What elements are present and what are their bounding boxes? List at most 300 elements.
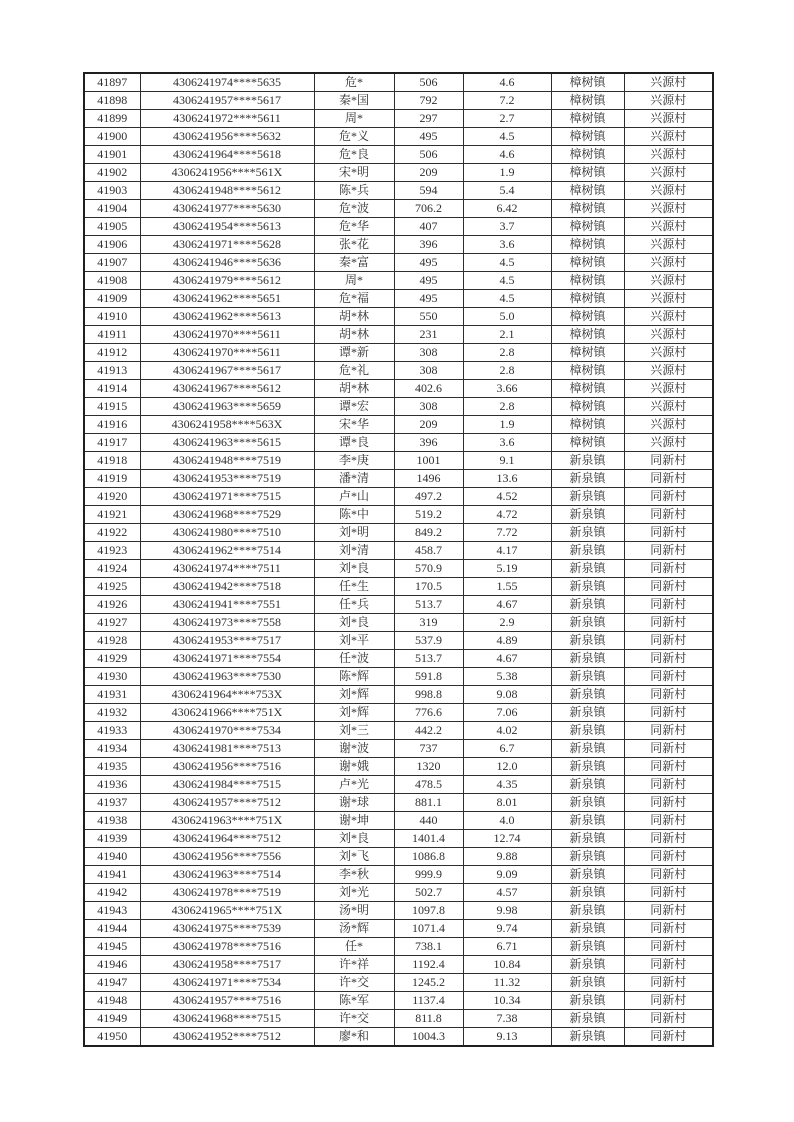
cell-id-number: 4306241963****751X <box>140 812 314 830</box>
cell-name: 张*花 <box>314 236 394 254</box>
cell-name: 胡*林 <box>314 326 394 344</box>
cell-id-number: 4306241941****7551 <box>140 596 314 614</box>
cell-village: 兴源村 <box>624 92 713 110</box>
cell-seq: 41917 <box>84 434 140 452</box>
cell-town: 樟树镇 <box>551 434 624 452</box>
cell-id-number: 4306241970****5611 <box>140 344 314 362</box>
cell-town: 新泉镇 <box>551 614 624 632</box>
cell-seq: 41914 <box>84 380 140 398</box>
cell-area: 9.09 <box>463 866 551 884</box>
cell-name: 许*交 <box>314 1010 394 1028</box>
cell-village: 同新村 <box>624 920 713 938</box>
cell-id-number: 4306241956****5632 <box>140 128 314 146</box>
cell-village: 同新村 <box>624 812 713 830</box>
cell-village: 同新村 <box>624 956 713 974</box>
cell-area: 2.8 <box>463 362 551 380</box>
table-row <box>84 290 713 308</box>
cell-id-number: 4306241977****5630 <box>140 200 314 218</box>
cell-area: 4.67 <box>463 650 551 668</box>
cell-id-number: 4306241957****7512 <box>140 794 314 812</box>
cell-area: 9.1 <box>463 452 551 470</box>
cell-village: 兴源村 <box>624 326 713 344</box>
cell-name: 刘*良 <box>314 614 394 632</box>
cell-area: 12.74 <box>463 830 551 848</box>
cell-amount: 231 <box>394 326 463 344</box>
cell-seq: 41944 <box>84 920 140 938</box>
table-row <box>84 470 713 488</box>
cell-village: 兴源村 <box>624 73 713 92</box>
cell-name: 陈*兵 <box>314 182 394 200</box>
cell-amount: 513.7 <box>394 650 463 668</box>
cell-town: 新泉镇 <box>551 488 624 506</box>
cell-amount: 1245.2 <box>394 974 463 992</box>
cell-seq: 41903 <box>84 182 140 200</box>
cell-name: 许*祥 <box>314 956 394 974</box>
cell-area: 9.08 <box>463 686 551 704</box>
cell-village: 兴源村 <box>624 218 713 236</box>
cell-seq: 41926 <box>84 596 140 614</box>
cell-amount: 506 <box>394 73 463 92</box>
cell-town: 新泉镇 <box>551 758 624 776</box>
cell-village: 同新村 <box>624 776 713 794</box>
cell-area: 4.6 <box>463 146 551 164</box>
cell-name: 危*波 <box>314 200 394 218</box>
cell-town: 新泉镇 <box>551 704 624 722</box>
cell-id-number: 4306241956****561X <box>140 164 314 182</box>
cell-amount: 497.2 <box>394 488 463 506</box>
cell-id-number: 4306241956****7556 <box>140 848 314 866</box>
cell-area: 4.17 <box>463 542 551 560</box>
cell-amount: 1192.4 <box>394 956 463 974</box>
cell-village: 兴源村 <box>624 110 713 128</box>
cell-id-number: 4306241981****7513 <box>140 740 314 758</box>
cell-seq: 41939 <box>84 830 140 848</box>
cell-town: 樟树镇 <box>551 398 624 416</box>
cell-id-number: 4306241971****7554 <box>140 650 314 668</box>
cell-amount: 706.2 <box>394 200 463 218</box>
cell-area: 3.6 <box>463 434 551 452</box>
cell-name: 危*福 <box>314 290 394 308</box>
cell-id-number: 4306241963****5659 <box>140 398 314 416</box>
cell-seq: 41921 <box>84 506 140 524</box>
table-row <box>84 398 713 416</box>
table-row <box>84 992 713 1010</box>
table-row <box>84 686 713 704</box>
cell-name: 刘*良 <box>314 830 394 848</box>
cell-seq: 41901 <box>84 146 140 164</box>
cell-name: 谭*新 <box>314 344 394 362</box>
table-row <box>84 434 713 452</box>
cell-seq: 41923 <box>84 542 140 560</box>
cell-name: 周* <box>314 272 394 290</box>
cell-area: 8.01 <box>463 794 551 812</box>
cell-id-number: 4306241948****5612 <box>140 182 314 200</box>
cell-seq: 41919 <box>84 470 140 488</box>
cell-id-number: 4306241963****7530 <box>140 668 314 686</box>
cell-id-number: 4306241965****751X <box>140 902 314 920</box>
cell-amount: 570.9 <box>394 560 463 578</box>
cell-town: 新泉镇 <box>551 956 624 974</box>
cell-town: 新泉镇 <box>551 1028 624 1047</box>
cell-id-number: 4306241972****5611 <box>140 110 314 128</box>
table-row <box>84 146 713 164</box>
cell-village: 兴源村 <box>624 182 713 200</box>
cell-amount: 402.6 <box>394 380 463 398</box>
cell-id-number: 4306241967****5612 <box>140 380 314 398</box>
cell-name: 危* <box>314 73 394 92</box>
cell-amount: 811.8 <box>394 1010 463 1028</box>
cell-id-number: 4306241964****753X <box>140 686 314 704</box>
cell-area: 9.13 <box>463 1028 551 1047</box>
cell-id-number: 4306241952****7512 <box>140 1028 314 1047</box>
table-row <box>84 902 713 920</box>
table-row <box>84 632 713 650</box>
cell-area: 4.5 <box>463 290 551 308</box>
cell-town: 新泉镇 <box>551 668 624 686</box>
cell-name: 陈*军 <box>314 992 394 1010</box>
cell-seq: 41911 <box>84 326 140 344</box>
cell-amount: 737 <box>394 740 463 758</box>
cell-id-number: 4306241942****7518 <box>140 578 314 596</box>
cell-village: 同新村 <box>624 506 713 524</box>
cell-village: 兴源村 <box>624 200 713 218</box>
cell-seq: 41945 <box>84 938 140 956</box>
cell-amount: 1137.4 <box>394 992 463 1010</box>
cell-amount: 1001 <box>394 452 463 470</box>
cell-seq: 41927 <box>84 614 140 632</box>
cell-seq: 41940 <box>84 848 140 866</box>
cell-town: 新泉镇 <box>551 830 624 848</box>
cell-amount: 502.7 <box>394 884 463 902</box>
table-row <box>84 128 713 146</box>
cell-town: 樟树镇 <box>551 146 624 164</box>
cell-town: 新泉镇 <box>551 974 624 992</box>
table-row <box>84 308 713 326</box>
cell-amount: 999.9 <box>394 866 463 884</box>
cell-town: 新泉镇 <box>551 848 624 866</box>
cell-area: 3.6 <box>463 236 551 254</box>
cell-area: 1.9 <box>463 164 551 182</box>
cell-seq: 41909 <box>84 290 140 308</box>
cell-name: 任* <box>314 938 394 956</box>
cell-amount: 170.5 <box>394 578 463 596</box>
records-table <box>83 72 714 1047</box>
cell-village: 同新村 <box>624 632 713 650</box>
cell-name: 陈*中 <box>314 506 394 524</box>
cell-area: 7.38 <box>463 1010 551 1028</box>
cell-town: 樟树镇 <box>551 416 624 434</box>
cell-seq: 41931 <box>84 686 140 704</box>
cell-amount: 591.8 <box>394 668 463 686</box>
cell-name: 刘*清 <box>314 542 394 560</box>
cell-id-number: 4306241958****7517 <box>140 956 314 974</box>
table-row <box>84 848 713 866</box>
cell-village: 同新村 <box>624 830 713 848</box>
cell-name: 卢*山 <box>314 488 394 506</box>
cell-village: 兴源村 <box>624 290 713 308</box>
table-row <box>84 1028 713 1047</box>
cell-amount: 495 <box>394 128 463 146</box>
cell-village: 兴源村 <box>624 380 713 398</box>
cell-name: 廖*和 <box>314 1028 394 1047</box>
cell-id-number: 4306241962****5651 <box>140 290 314 308</box>
cell-name: 危*礼 <box>314 362 394 380</box>
table-row <box>84 776 713 794</box>
cell-name: 谭*宏 <box>314 398 394 416</box>
table-row <box>84 938 713 956</box>
cell-id-number: 4306241980****7510 <box>140 524 314 542</box>
cell-area: 6.71 <box>463 938 551 956</box>
cell-town: 新泉镇 <box>551 596 624 614</box>
cell-seq: 41942 <box>84 884 140 902</box>
cell-area: 10.84 <box>463 956 551 974</box>
cell-amount: 478.5 <box>394 776 463 794</box>
cell-name: 危*华 <box>314 218 394 236</box>
cell-name: 刘*平 <box>314 632 394 650</box>
cell-amount: 319 <box>394 614 463 632</box>
table-row <box>84 182 713 200</box>
cell-town: 樟树镇 <box>551 290 624 308</box>
cell-area: 9.98 <box>463 902 551 920</box>
cell-amount: 519.2 <box>394 506 463 524</box>
cell-area: 2.1 <box>463 326 551 344</box>
cell-town: 樟树镇 <box>551 182 624 200</box>
table-row <box>84 830 713 848</box>
cell-town: 新泉镇 <box>551 686 624 704</box>
cell-village: 兴源村 <box>624 434 713 452</box>
table-row <box>84 452 713 470</box>
cell-village: 同新村 <box>624 848 713 866</box>
cell-name: 谢*波 <box>314 740 394 758</box>
cell-area: 6.42 <box>463 200 551 218</box>
cell-amount: 297 <box>394 110 463 128</box>
cell-name: 任*波 <box>314 650 394 668</box>
table-row <box>84 920 713 938</box>
cell-amount: 550 <box>394 308 463 326</box>
cell-amount: 849.2 <box>394 524 463 542</box>
cell-id-number: 4306241979****5612 <box>140 272 314 290</box>
cell-id-number: 4306241984****7515 <box>140 776 314 794</box>
cell-seq: 41948 <box>84 992 140 1010</box>
table-row <box>84 668 713 686</box>
cell-town: 樟树镇 <box>551 362 624 380</box>
records-table-body <box>84 73 713 1046</box>
cell-area: 5.19 <box>463 560 551 578</box>
cell-name: 卢*光 <box>314 776 394 794</box>
cell-name: 潘*清 <box>314 470 394 488</box>
cell-seq: 41928 <box>84 632 140 650</box>
cell-name: 李*庚 <box>314 452 394 470</box>
cell-area: 4.35 <box>463 776 551 794</box>
cell-name: 任*生 <box>314 578 394 596</box>
cell-amount: 495 <box>394 290 463 308</box>
cell-village: 兴源村 <box>624 164 713 182</box>
cell-seq: 41930 <box>84 668 140 686</box>
cell-village: 兴源村 <box>624 416 713 434</box>
table-row <box>84 542 713 560</box>
cell-id-number: 4306241958****563X <box>140 416 314 434</box>
cell-seq: 41906 <box>84 236 140 254</box>
cell-amount: 1004.3 <box>394 1028 463 1047</box>
cell-town: 樟树镇 <box>551 110 624 128</box>
table-row <box>84 164 713 182</box>
cell-id-number: 4306241978****7519 <box>140 884 314 902</box>
cell-area: 2.9 <box>463 614 551 632</box>
cell-seq: 41935 <box>84 758 140 776</box>
cell-id-number: 4306241978****7516 <box>140 938 314 956</box>
cell-village: 兴源村 <box>624 128 713 146</box>
cell-id-number: 4306241946****5636 <box>140 254 314 272</box>
cell-amount: 396 <box>394 434 463 452</box>
table-row <box>84 596 713 614</box>
cell-village: 同新村 <box>624 488 713 506</box>
cell-amount: 396 <box>394 236 463 254</box>
cell-id-number: 4306241973****7558 <box>140 614 314 632</box>
table-row <box>84 73 713 92</box>
cell-town: 新泉镇 <box>551 506 624 524</box>
cell-name: 周* <box>314 110 394 128</box>
cell-amount: 881.1 <box>394 794 463 812</box>
cell-village: 同新村 <box>624 902 713 920</box>
cell-amount: 407 <box>394 218 463 236</box>
cell-seq: 41899 <box>84 110 140 128</box>
cell-amount: 1071.4 <box>394 920 463 938</box>
cell-seq: 41912 <box>84 344 140 362</box>
cell-town: 新泉镇 <box>551 884 624 902</box>
cell-seq: 41910 <box>84 308 140 326</box>
cell-amount: 495 <box>394 272 463 290</box>
cell-area: 6.7 <box>463 740 551 758</box>
table-row <box>84 884 713 902</box>
cell-amount: 1496 <box>394 470 463 488</box>
cell-village: 同新村 <box>624 974 713 992</box>
cell-town: 新泉镇 <box>551 470 624 488</box>
cell-amount: 308 <box>394 344 463 362</box>
cell-amount: 308 <box>394 398 463 416</box>
cell-seq: 41902 <box>84 164 140 182</box>
cell-seq: 41900 <box>84 128 140 146</box>
table-row <box>84 524 713 542</box>
cell-village: 同新村 <box>624 884 713 902</box>
cell-area: 4.5 <box>463 272 551 290</box>
cell-amount: 1086.8 <box>394 848 463 866</box>
cell-village: 同新村 <box>624 794 713 812</box>
table-row <box>84 758 713 776</box>
table-row <box>84 956 713 974</box>
cell-seq: 41907 <box>84 254 140 272</box>
cell-village: 同新村 <box>624 686 713 704</box>
table-row <box>84 272 713 290</box>
cell-seq: 41915 <box>84 398 140 416</box>
cell-name: 胡*林 <box>314 308 394 326</box>
cell-amount: 308 <box>394 362 463 380</box>
cell-name: 宋*华 <box>314 416 394 434</box>
cell-amount: 440 <box>394 812 463 830</box>
table-row <box>84 722 713 740</box>
cell-seq: 41933 <box>84 722 140 740</box>
cell-area: 1.55 <box>463 578 551 596</box>
cell-town: 新泉镇 <box>551 452 624 470</box>
table-row <box>84 236 713 254</box>
cell-id-number: 4306241970****7534 <box>140 722 314 740</box>
cell-name: 谢*球 <box>314 794 394 812</box>
cell-seq: 41922 <box>84 524 140 542</box>
cell-town: 新泉镇 <box>551 722 624 740</box>
cell-area: 7.72 <box>463 524 551 542</box>
cell-name: 陈*辉 <box>314 668 394 686</box>
cell-name: 宋*明 <box>314 164 394 182</box>
cell-id-number: 4306241964****5618 <box>140 146 314 164</box>
cell-id-number: 4306241948****7519 <box>140 452 314 470</box>
cell-amount: 1320 <box>394 758 463 776</box>
cell-amount: 513.7 <box>394 596 463 614</box>
cell-seq: 41898 <box>84 92 140 110</box>
cell-name: 刘*光 <box>314 884 394 902</box>
cell-village: 兴源村 <box>624 254 713 272</box>
cell-id-number: 4306241966****751X <box>140 704 314 722</box>
cell-town: 新泉镇 <box>551 992 624 1010</box>
cell-village: 兴源村 <box>624 146 713 164</box>
table-row <box>84 704 713 722</box>
table-row <box>84 650 713 668</box>
cell-seq: 41905 <box>84 218 140 236</box>
cell-amount: 776.6 <box>394 704 463 722</box>
cell-name: 许*交 <box>314 974 394 992</box>
table-row <box>84 866 713 884</box>
cell-town: 樟树镇 <box>551 218 624 236</box>
cell-id-number: 4306241971****7515 <box>140 488 314 506</box>
cell-name: 谭*良 <box>314 434 394 452</box>
cell-id-number: 4306241970****5611 <box>140 326 314 344</box>
cell-village: 同新村 <box>624 758 713 776</box>
table-row <box>84 560 713 578</box>
cell-amount: 738.1 <box>394 938 463 956</box>
cell-id-number: 4306241963****7514 <box>140 866 314 884</box>
cell-village: 同新村 <box>624 938 713 956</box>
table-row <box>84 110 713 128</box>
cell-area: 11.32 <box>463 974 551 992</box>
cell-seq: 41941 <box>84 866 140 884</box>
cell-village: 同新村 <box>624 866 713 884</box>
cell-name: 刘*飞 <box>314 848 394 866</box>
cell-town: 新泉镇 <box>551 632 624 650</box>
cell-seq: 41908 <box>84 272 140 290</box>
cell-town: 新泉镇 <box>551 794 624 812</box>
cell-name: 任*兵 <box>314 596 394 614</box>
cell-amount: 998.8 <box>394 686 463 704</box>
cell-town: 樟树镇 <box>551 236 624 254</box>
cell-id-number: 4306241971****7534 <box>140 974 314 992</box>
cell-area: 9.88 <box>463 848 551 866</box>
cell-name: 危*良 <box>314 146 394 164</box>
cell-seq: 41929 <box>84 650 140 668</box>
cell-amount: 537.9 <box>394 632 463 650</box>
cell-area: 9.74 <box>463 920 551 938</box>
cell-id-number: 4306241974****7511 <box>140 560 314 578</box>
cell-id-number: 4306241964****7512 <box>140 830 314 848</box>
cell-area: 3.7 <box>463 218 551 236</box>
cell-seq: 41924 <box>84 560 140 578</box>
cell-town: 樟树镇 <box>551 254 624 272</box>
cell-area: 5.38 <box>463 668 551 686</box>
cell-area: 4.5 <box>463 128 551 146</box>
cell-village: 兴源村 <box>624 344 713 362</box>
cell-amount: 442.2 <box>394 722 463 740</box>
cell-village: 同新村 <box>624 740 713 758</box>
cell-area: 1.9 <box>463 416 551 434</box>
cell-town: 新泉镇 <box>551 812 624 830</box>
cell-id-number: 4306241967****5617 <box>140 362 314 380</box>
